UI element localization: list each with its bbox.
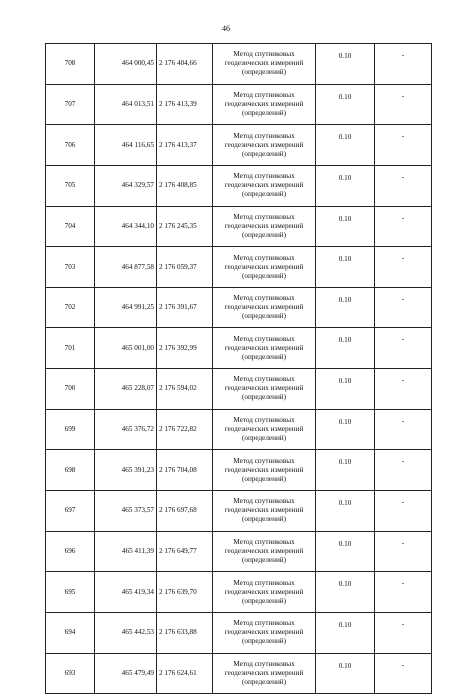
method-line: (определений) bbox=[241, 230, 287, 239]
empty-value-cell: - bbox=[375, 84, 432, 125]
x-coordinate-cell: 465 001,00 bbox=[95, 328, 157, 369]
x-coordinate-cell: 464 991,25 bbox=[95, 287, 157, 328]
y-coordinate-cell: 2 176 392,99 bbox=[157, 328, 213, 369]
point-number-cell: 694 bbox=[46, 612, 95, 653]
table-row bbox=[46, 369, 432, 410]
method-cell bbox=[213, 531, 316, 572]
x-coordinate-cell: 464 013,51 bbox=[95, 84, 157, 125]
table-row bbox=[46, 125, 432, 166]
point-number-cell: 708 bbox=[46, 44, 95, 85]
method-line: (определений) bbox=[241, 352, 287, 361]
point-number-cell: 705 bbox=[46, 165, 95, 206]
empty-value-cell: - bbox=[375, 409, 432, 450]
method-line: (определений) bbox=[241, 271, 287, 280]
method-line: геодезических измерений bbox=[224, 384, 304, 393]
accuracy-cell: 0.10 bbox=[316, 450, 375, 491]
x-coordinate-cell: 464 116,65 bbox=[95, 125, 157, 166]
method-cell bbox=[213, 206, 316, 247]
method-line: геодезических измерений bbox=[224, 140, 304, 149]
page-number: 46 bbox=[222, 24, 230, 33]
point-number-cell: 703 bbox=[46, 247, 95, 288]
table-row bbox=[46, 450, 432, 491]
x-coordinate-cell: 465 479,49 bbox=[95, 653, 157, 694]
method-line: Метод спутниковых bbox=[233, 375, 295, 384]
empty-value-cell: - bbox=[375, 287, 432, 328]
coordinates-table-body bbox=[46, 44, 432, 694]
method-line: (определений) bbox=[241, 149, 287, 158]
table-row bbox=[46, 531, 432, 572]
method-line: Метод спутниковых bbox=[233, 90, 295, 99]
point-number-cell: 699 bbox=[46, 409, 95, 450]
accuracy-cell: 0.10 bbox=[316, 247, 375, 288]
method-cell bbox=[213, 409, 316, 450]
y-coordinate-cell: 2 176 413,37 bbox=[157, 125, 213, 166]
accuracy-cell: 0.10 bbox=[316, 206, 375, 247]
point-number-cell: 707 bbox=[46, 84, 95, 125]
method-line: (определений) bbox=[241, 393, 287, 402]
y-coordinate-cell: 2 176 633,88 bbox=[157, 612, 213, 653]
method-cell bbox=[213, 491, 316, 532]
method-line: геодезических измерений bbox=[224, 668, 304, 677]
method-line: Метод спутниковых bbox=[233, 578, 295, 587]
x-coordinate-cell: 464 329,57 bbox=[95, 165, 157, 206]
x-coordinate-cell: 465 391,23 bbox=[95, 450, 157, 491]
point-number-cell: 697 bbox=[46, 491, 95, 532]
accuracy-cell: 0.10 bbox=[316, 572, 375, 613]
method-line: геодезических измерений bbox=[224, 425, 304, 434]
accuracy-cell: 0.10 bbox=[316, 165, 375, 206]
empty-value-cell: - bbox=[375, 450, 432, 491]
method-cell bbox=[213, 165, 316, 206]
method-line: Метод спутниковых bbox=[233, 50, 295, 59]
method-line: (определений) bbox=[241, 108, 287, 117]
method-line: геодезических измерений bbox=[224, 303, 304, 312]
table-row bbox=[46, 84, 432, 125]
method-line: геодезических измерений bbox=[224, 262, 304, 271]
method-line: Метод спутниковых bbox=[233, 294, 295, 303]
empty-value-cell: - bbox=[375, 44, 432, 85]
coordinates-table bbox=[45, 43, 432, 694]
empty-value-cell: - bbox=[375, 531, 432, 572]
method-line: (определений) bbox=[241, 68, 287, 77]
method-cell bbox=[213, 287, 316, 328]
accuracy-cell: 0.10 bbox=[316, 653, 375, 694]
method-line: (определений) bbox=[241, 474, 287, 483]
method-line: геодезических измерений bbox=[224, 506, 304, 515]
x-coordinate-cell: 465 411,39 bbox=[95, 531, 157, 572]
method-line: (определений) bbox=[241, 515, 287, 524]
point-number-cell: 696 bbox=[46, 531, 95, 572]
table-row bbox=[46, 206, 432, 247]
accuracy-cell: 0.10 bbox=[316, 531, 375, 572]
method-line: (определений) bbox=[241, 677, 287, 686]
method-cell bbox=[213, 44, 316, 85]
empty-value-cell: - bbox=[375, 653, 432, 694]
y-coordinate-cell: 2 176 408,85 bbox=[157, 165, 213, 206]
x-coordinate-cell: 465 376,72 bbox=[95, 409, 157, 450]
method-line: (определений) bbox=[241, 556, 287, 564]
method-line: Метод спутниковых bbox=[233, 416, 295, 425]
method-cell bbox=[213, 572, 316, 613]
table-row bbox=[46, 247, 432, 288]
point-number-cell: 693 bbox=[46, 653, 95, 694]
empty-value-cell: - bbox=[375, 572, 432, 613]
table-row bbox=[46, 287, 432, 328]
method-line: (определений) bbox=[241, 637, 287, 646]
empty-value-cell: - bbox=[375, 612, 432, 653]
method-line: Метод спутниковых bbox=[233, 131, 295, 140]
method-line: геодезических измерений bbox=[224, 547, 304, 555]
method-line: Метод спутниковых bbox=[233, 497, 295, 506]
method-line: (определений) bbox=[241, 596, 287, 605]
method-line: (определений) bbox=[241, 434, 287, 443]
point-number-cell: 700 bbox=[46, 369, 95, 410]
accuracy-cell: 0.10 bbox=[316, 125, 375, 166]
x-coordinate-cell: 465 442,53 bbox=[95, 612, 157, 653]
method-line: геодезических измерений bbox=[224, 99, 304, 108]
empty-value-cell: - bbox=[375, 369, 432, 410]
method-line: Метод спутниковых bbox=[233, 619, 295, 628]
table-row bbox=[46, 328, 432, 369]
method-line: Метод спутниковых bbox=[233, 212, 295, 221]
accuracy-cell: 0.10 bbox=[316, 491, 375, 532]
method-line: Метод спутниковых bbox=[233, 538, 295, 546]
empty-value-cell: - bbox=[375, 328, 432, 369]
table-row bbox=[46, 409, 432, 450]
method-cell bbox=[213, 84, 316, 125]
method-cell bbox=[213, 247, 316, 288]
accuracy-cell: 0.10 bbox=[316, 84, 375, 125]
method-line: геодезических измерений bbox=[224, 221, 304, 230]
method-line: (определений) bbox=[241, 312, 287, 321]
method-cell bbox=[213, 450, 316, 491]
method-line: Метод спутниковых bbox=[233, 659, 295, 668]
accuracy-cell: 0.10 bbox=[316, 287, 375, 328]
table-row bbox=[46, 572, 432, 613]
y-coordinate-cell: 2 176 413,39 bbox=[157, 84, 213, 125]
point-number-cell: 701 bbox=[46, 328, 95, 369]
y-coordinate-cell: 2 176 594,02 bbox=[157, 369, 213, 410]
method-line: геодезических измерений bbox=[224, 628, 304, 637]
point-number-cell: 706 bbox=[46, 125, 95, 166]
method-line: Метод спутниковых bbox=[233, 172, 295, 181]
y-coordinate-cell: 2 176 722,82 bbox=[157, 409, 213, 450]
method-line: (определений) bbox=[241, 190, 287, 199]
table-row bbox=[46, 612, 432, 653]
method-line: геодезических измерений bbox=[224, 343, 304, 352]
empty-value-cell: - bbox=[375, 206, 432, 247]
point-number-cell: 704 bbox=[46, 206, 95, 247]
empty-value-cell: - bbox=[375, 491, 432, 532]
y-coordinate-cell: 2 176 391,67 bbox=[157, 287, 213, 328]
method-line: геодезических измерений bbox=[224, 587, 304, 596]
table-row bbox=[46, 491, 432, 532]
y-coordinate-cell: 2 176 404,66 bbox=[157, 44, 213, 85]
method-line: геодезических измерений bbox=[224, 181, 304, 190]
x-coordinate-cell: 465 373,57 bbox=[95, 491, 157, 532]
y-coordinate-cell: 2 176 245,35 bbox=[157, 206, 213, 247]
table-row bbox=[46, 653, 432, 694]
x-coordinate-cell: 464 000,45 bbox=[95, 44, 157, 85]
empty-value-cell: - bbox=[375, 247, 432, 288]
method-line: Метод спутниковых bbox=[233, 253, 295, 262]
x-coordinate-cell: 465 228,07 bbox=[95, 369, 157, 410]
accuracy-cell: 0.10 bbox=[316, 612, 375, 653]
accuracy-cell: 0.10 bbox=[316, 409, 375, 450]
y-coordinate-cell: 2 176 704,08 bbox=[157, 450, 213, 491]
table-row bbox=[46, 165, 432, 206]
method-cell bbox=[213, 612, 316, 653]
x-coordinate-cell: 465 419,34 bbox=[95, 572, 157, 613]
y-coordinate-cell: 2 176 649,77 bbox=[157, 531, 213, 572]
y-coordinate-cell: 2 176 697,68 bbox=[157, 491, 213, 532]
accuracy-cell: 0.10 bbox=[316, 44, 375, 85]
y-coordinate-cell: 2 176 639,70 bbox=[157, 572, 213, 613]
empty-value-cell: - bbox=[375, 165, 432, 206]
point-number-cell: 702 bbox=[46, 287, 95, 328]
y-coordinate-cell: 2 176 624,61 bbox=[157, 653, 213, 694]
table-row bbox=[46, 44, 432, 85]
method-cell bbox=[213, 653, 316, 694]
method-line: Метод спутниковых bbox=[233, 456, 295, 465]
point-number-cell: 695 bbox=[46, 572, 95, 613]
accuracy-cell: 0.10 bbox=[316, 328, 375, 369]
method-line: геодезических измерений bbox=[224, 465, 304, 474]
method-cell bbox=[213, 369, 316, 410]
x-coordinate-cell: 464 877,58 bbox=[95, 247, 157, 288]
x-coordinate-cell: 464 344,10 bbox=[95, 206, 157, 247]
empty-value-cell: - bbox=[375, 125, 432, 166]
y-coordinate-cell: 2 176 059,37 bbox=[157, 247, 213, 288]
method-line: геодезических измерений bbox=[224, 59, 304, 68]
method-cell bbox=[213, 125, 316, 166]
method-cell bbox=[213, 328, 316, 369]
method-line: Метод спутниковых bbox=[233, 334, 295, 343]
point-number-cell: 698 bbox=[46, 450, 95, 491]
accuracy-cell: 0.10 bbox=[316, 369, 375, 410]
